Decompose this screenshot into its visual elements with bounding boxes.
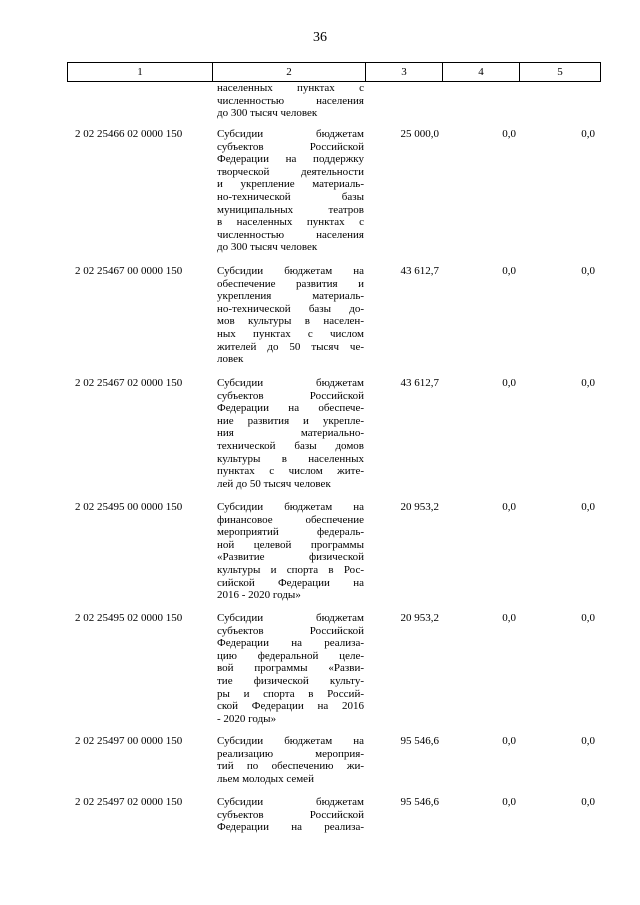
value-col-5: 0,0 (581, 377, 595, 389)
value-col-3: 95 546,6 (400, 735, 439, 747)
desc-line: Федерации на реализа- (217, 821, 364, 834)
budget-code: 2 02 25467 00 0000 150 (75, 265, 183, 277)
budget-table-body (67, 82, 600, 841)
column-header-row (68, 63, 601, 82)
desc-line: тие физической культу- (217, 674, 364, 687)
value-col-3: 20 953,2 (400, 501, 439, 513)
desc-line: в населенных пунктах с (217, 216, 364, 229)
value-col-3: 95 546,6 (400, 796, 439, 808)
value-col-4: 0,0 (502, 796, 516, 808)
row-description (217, 501, 364, 602)
table-row (67, 128, 600, 265)
desc-line: субъектов Российской (217, 389, 364, 402)
value-col-4: 0,0 (502, 735, 516, 747)
desc-line: жителей до 50 тысяч че- (217, 340, 364, 353)
value-col-4: 0,0 (502, 265, 516, 277)
desc-line: Субсидии бюджетам (217, 612, 364, 624)
desc-line: субъектов Российской (217, 808, 364, 821)
column-header-4: 4 (443, 63, 520, 82)
desc-line: муниципальных театров (217, 203, 364, 216)
value-col-5: 0,0 (581, 796, 595, 808)
desc-line: ние развития и укрепле- (217, 414, 364, 427)
desc-line: обеспечение развития и (217, 277, 364, 290)
desc-line: цию федеральной целе- (217, 649, 364, 662)
continuation-text (217, 82, 364, 120)
desc-line: тий по обеспечению жи- (217, 760, 364, 773)
budget-code: 2 02 25467 02 0000 150 (75, 377, 183, 389)
table-row (67, 265, 600, 377)
desc-line: Субсидии бюджетам на (217, 501, 364, 513)
budget-code: 2 02 25495 02 0000 150 (75, 612, 183, 624)
desc-line: льем молодых семей (217, 772, 314, 785)
desc-line: творческой деятельности (217, 165, 364, 178)
desc-line: - 2020 годы» (217, 712, 277, 725)
value-col-3: 25 000,0 (400, 128, 439, 140)
column-header-table (67, 62, 601, 82)
budget-code: 2 02 25495 00 0000 150 (75, 501, 183, 513)
table-row (67, 735, 600, 796)
row-description (217, 128, 364, 254)
column-header-2: 2 (213, 63, 366, 82)
desc-line: 2016 - 2020 годы» (217, 589, 301, 602)
value-col-4: 0,0 (502, 612, 516, 624)
value-col-4: 0,0 (502, 377, 516, 389)
desc-line: до 300 тысяч человек (217, 107, 318, 120)
desc-line: лей до 50 тысяч человек (217, 477, 331, 490)
row-description (217, 612, 364, 725)
desc-line: ловек (217, 353, 244, 366)
value-col-5: 0,0 (581, 265, 595, 277)
budget-code: 2 02 25466 02 0000 150 (75, 128, 183, 140)
desc-line: численностью населения (217, 228, 364, 241)
value-col-5: 0,0 (581, 612, 595, 624)
desc-line: ры и спорта в Россий- (217, 687, 364, 700)
desc-line: вой программы «Разви- (217, 662, 364, 675)
desc-line: мов культуры в населен- (217, 315, 364, 328)
desc-line: Субсидии бюджетам (217, 377, 364, 389)
continuation-row (67, 82, 600, 128)
desc-line: но-технической базы (217, 190, 364, 203)
table-row (67, 612, 600, 735)
column-header-1: 1 (68, 63, 213, 82)
desc-line: до 300 тысяч человек (217, 241, 318, 254)
value-col-3: 43 612,7 (400, 265, 439, 277)
desc-line: укрепления материаль- (217, 290, 364, 303)
desc-line: финансовое обеспечение (217, 513, 364, 526)
desc-line: Субсидии бюджетам (217, 796, 364, 808)
desc-line: пунктах с числом жите- (217, 465, 364, 478)
desc-line: населенных пунктах с (217, 82, 364, 94)
table-row (67, 377, 600, 501)
desc-line: и укрепление материаль- (217, 178, 364, 191)
value-col-3: 43 612,7 (400, 377, 439, 389)
value-col-4: 0,0 (502, 128, 516, 140)
desc-line: Субсидии бюджетам на (217, 265, 364, 277)
desc-line: Федерации на реализа- (217, 637, 364, 650)
desc-line: субъектов Российской (217, 624, 364, 637)
table-row (67, 796, 600, 841)
desc-line: ной целевой программы (217, 538, 364, 551)
desc-line: ния материально- (217, 427, 364, 440)
budget-code: 2 02 25497 02 0000 150 (75, 796, 183, 808)
row-description (217, 735, 364, 785)
desc-line: ской Федерации на 2016 (217, 700, 364, 713)
row-description (217, 377, 364, 490)
value-col-5: 0,0 (581, 735, 595, 747)
desc-line: сийской Федерации на (217, 576, 364, 589)
desc-line: субъектов Российской (217, 140, 364, 153)
desc-line: технической базы домов (217, 439, 364, 452)
desc-line: Федерации на обеспече- (217, 402, 364, 415)
column-header-3: 3 (366, 63, 443, 82)
value-col-3: 20 953,2 (400, 612, 439, 624)
desc-line: но-технической базы до- (217, 302, 364, 315)
desc-line: культуры и спорта в Рос- (217, 563, 364, 576)
desc-line: «Развитие физической (217, 551, 364, 564)
desc-line: ных пунктах с числом (217, 327, 364, 340)
desc-line: реализацию мероприя- (217, 747, 364, 760)
column-header-5: 5 (520, 63, 601, 82)
desc-line: Субсидии бюджетам (217, 128, 364, 140)
budget-code: 2 02 25497 00 0000 150 (75, 735, 183, 747)
value-col-4: 0,0 (502, 501, 516, 513)
desc-line: Субсидии бюджетам на (217, 735, 364, 747)
table-row (67, 501, 600, 612)
desc-line: культуры в населенных (217, 452, 364, 465)
page-number: 36 (313, 30, 327, 45)
desc-line: Федерации на поддержку (217, 153, 364, 166)
desc-line: мероприятий федераль- (217, 526, 364, 539)
desc-line: численностью населения (217, 94, 364, 107)
row-description (217, 265, 364, 366)
value-col-5: 0,0 (581, 501, 595, 513)
value-col-5: 0,0 (581, 128, 595, 140)
row-description (217, 796, 364, 834)
